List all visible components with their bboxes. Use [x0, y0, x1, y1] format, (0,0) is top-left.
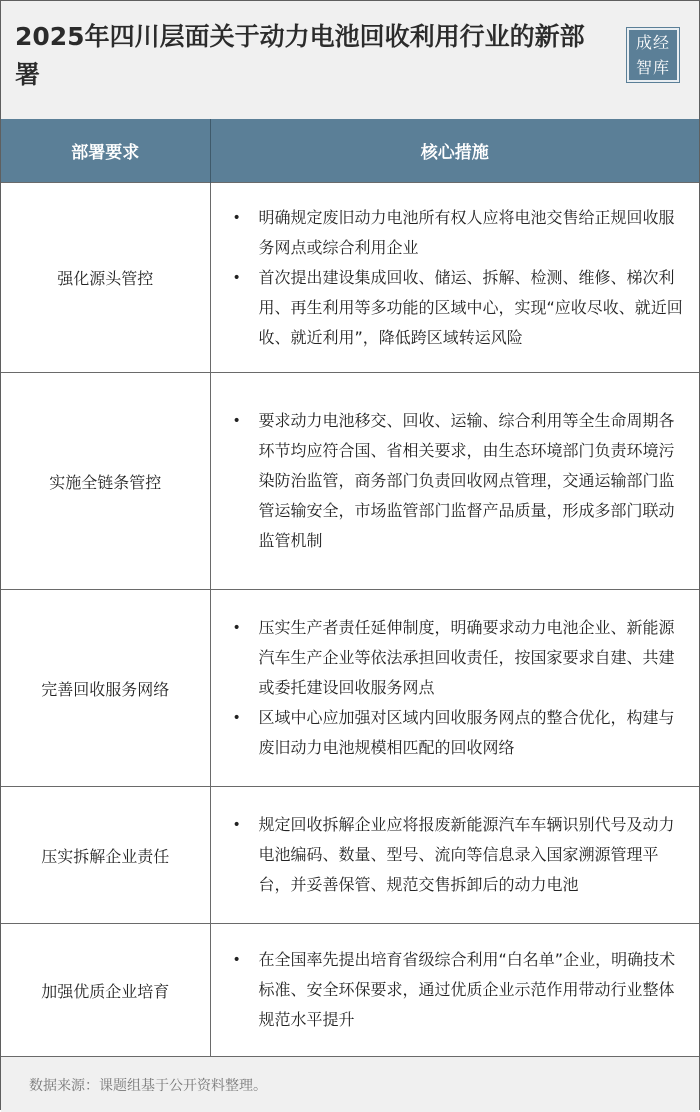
- measures-cell: [210, 183, 699, 373]
- measure-item: • 首次提出建设集成回收、储运、拆解、检测、维修、梯次利用、再生利用等多功能的区域中心，实现“应收尽收、就近回收、就近利用”，降低跨区域转运风险: [233, 263, 690, 353]
- brand-logo: [627, 28, 679, 82]
- table-row: [1, 787, 699, 924]
- title-area: [1, 1, 699, 120]
- measure-item: • 区域中心应加强对区域内回收服务网点的整合优化，构建与废旧动力电池规模相匹配的回收网络: [233, 703, 690, 763]
- requirement-cell: 实施全链条管控: [1, 373, 210, 590]
- requirement-cell: 完善回收服务网络: [1, 590, 210, 787]
- requirement-cell: 强化源头管控: [1, 183, 210, 373]
- table-header-row: [1, 119, 699, 183]
- requirement-cell: 加强优质企业培育: [1, 924, 210, 1057]
- source-row: [1, 1057, 699, 1112]
- table-row: [1, 924, 699, 1057]
- measures-cell: [210, 924, 699, 1057]
- measure-item: • 在全国率先提出培育省级综合利用“白名单”企业，明确技术标准、安全环保要求，通过优质企业示范作用带动行业整体规范水平提升: [233, 945, 690, 1035]
- column-header-requirement: 部署要求: [1, 119, 210, 183]
- measures-cell: [210, 373, 699, 590]
- measure-item: • 规定回收拆解企业应将报废新能源汽车车辆识别代号及动力电池编码、数量、型号、流向等信息录入国家溯源管理平台，并妥善保管、规范交售拆卸后的动力电池: [233, 810, 690, 900]
- measure-item: • 压实生产者责任延伸制度，明确要求动力电池企业、新能源汽车生产企业等依法承担回收责任，按国家要求自建、共建或委托建设回收服务网点: [233, 613, 690, 703]
- logo-line-1: 成经: [631, 33, 675, 53]
- measure-item: • 明确规定废旧动力电池所有权人应将电池交售给正规回收服务网点或综合利用企业: [233, 203, 690, 263]
- table-row: [1, 183, 699, 373]
- requirement-cell: 压实拆解企业责任: [1, 787, 210, 924]
- source-note: 数据来源：课题组基于公开资料整理。: [1, 1057, 699, 1112]
- measures-cell: [210, 590, 699, 787]
- column-header-measures: 核心措施: [210, 119, 699, 183]
- table-row: [1, 590, 699, 787]
- page-title: 2025年四川层面关于动力电池回收利用行业的新部署: [15, 18, 595, 94]
- deployment-table: [1, 119, 699, 1112]
- measure-item: • 要求动力电池移交、回收、运输、综合利用等全生命周期各环节均应符合国、省相关要求，由生态环境部门负责环境污染防治监管，商务部门负责回收网点管理，交通运输部门监管运输安全，市场监管部门监督产品质量，形成多部门联动监管机制: [233, 406, 690, 556]
- measures-cell: [210, 787, 699, 924]
- table-row: [1, 373, 699, 590]
- logo-line-2: 智库: [631, 58, 675, 78]
